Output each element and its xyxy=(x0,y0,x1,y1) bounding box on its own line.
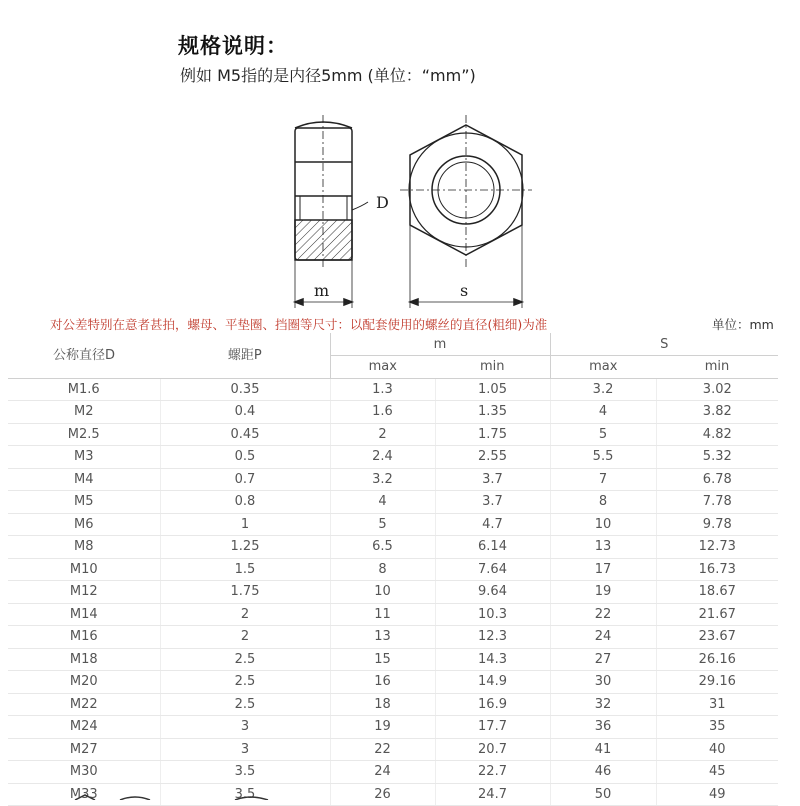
cell-pitch: 0.8 xyxy=(160,491,330,514)
page-title: 规格说明： xyxy=(178,34,288,58)
header-s: S xyxy=(550,333,778,356)
cell-nominal: M30 xyxy=(8,761,160,784)
table-row xyxy=(8,446,778,469)
cell-m-max: 15 xyxy=(330,648,435,671)
cell-s-min: 5.32 xyxy=(656,446,778,469)
front-view xyxy=(400,115,532,308)
cell-m-min: 24.7 xyxy=(435,783,550,806)
cell-m-max: 16 xyxy=(330,671,435,694)
table-row xyxy=(8,738,778,761)
cell-m-max: 19 xyxy=(330,716,435,739)
cell-m-min: 6.14 xyxy=(435,536,550,559)
cell-pitch: 1.5 xyxy=(160,558,330,581)
cell-m-min: 14.9 xyxy=(435,671,550,694)
cell-s-min: 45 xyxy=(656,761,778,784)
cell-m-max: 10 xyxy=(330,581,435,604)
cell-nominal: M14 xyxy=(8,603,160,626)
cell-m-min: 22.7 xyxy=(435,761,550,784)
cell-pitch: 1.25 xyxy=(160,536,330,559)
header-m-min: min xyxy=(435,356,550,379)
cell-m-max: 3.2 xyxy=(330,468,435,491)
cell-nominal: M33 xyxy=(8,783,160,806)
cell-pitch: 0.45 xyxy=(160,423,330,446)
page-subtitle: 例如 M5指的是内径5mm (单位：“mm”) xyxy=(180,66,476,85)
cell-m-min: 1.75 xyxy=(435,423,550,446)
cell-pitch: 2 xyxy=(160,626,330,649)
cell-m-max: 11 xyxy=(330,603,435,626)
cell-s-min: 40 xyxy=(656,738,778,761)
cell-s-min: 26.16 xyxy=(656,648,778,671)
cell-m-max: 2.4 xyxy=(330,446,435,469)
table-row xyxy=(8,716,778,739)
cell-s-max: 17 xyxy=(550,558,656,581)
cell-s-max: 27 xyxy=(550,648,656,671)
cell-s-min: 3.02 xyxy=(656,378,778,401)
cell-nominal: M6 xyxy=(8,513,160,536)
cell-m-min: 1.05 xyxy=(435,378,550,401)
cell-m-max: 1.6 xyxy=(330,401,435,424)
cell-m-min: 12.3 xyxy=(435,626,550,649)
cell-s-max: 8 xyxy=(550,491,656,514)
table-row xyxy=(8,378,778,401)
cell-m-min: 3.7 xyxy=(435,468,550,491)
cell-m-max: 5 xyxy=(330,513,435,536)
table-row xyxy=(8,401,778,424)
cell-pitch: 3 xyxy=(160,738,330,761)
cell-s-max: 22 xyxy=(550,603,656,626)
hex-nut-drawing xyxy=(260,110,550,310)
cell-m-max: 8 xyxy=(330,558,435,581)
cell-nominal: M24 xyxy=(8,716,160,739)
cell-pitch: 0.7 xyxy=(160,468,330,491)
cell-nominal: M22 xyxy=(8,693,160,716)
cell-s-min: 21.67 xyxy=(656,603,778,626)
cell-s-min: 49 xyxy=(656,783,778,806)
cell-s-max: 7 xyxy=(550,468,656,491)
cell-s-max: 46 xyxy=(550,761,656,784)
cell-pitch: 2.5 xyxy=(160,648,330,671)
cell-s-max: 36 xyxy=(550,716,656,739)
header-s-max: max xyxy=(550,356,656,379)
cell-s-min: 12.73 xyxy=(656,536,778,559)
cell-pitch: 0.4 xyxy=(160,401,330,424)
cell-s-max: 10 xyxy=(550,513,656,536)
cell-m-min: 9.64 xyxy=(435,581,550,604)
cell-s-min: 23.67 xyxy=(656,626,778,649)
label-m: m xyxy=(314,281,330,300)
label-s: s xyxy=(460,281,469,300)
cell-m-min: 2.55 xyxy=(435,446,550,469)
cell-s-max: 24 xyxy=(550,626,656,649)
cell-nominal: M5 xyxy=(8,491,160,514)
cell-s-max: 32 xyxy=(550,693,656,716)
table-row xyxy=(8,468,778,491)
cell-s-min: 3.82 xyxy=(656,401,778,424)
cell-s-max: 5 xyxy=(550,423,656,446)
cell-s-max: 4 xyxy=(550,401,656,424)
cell-nominal: M16 xyxy=(8,626,160,649)
table-row xyxy=(8,423,778,446)
cell-s-min: 6.78 xyxy=(656,468,778,491)
cell-m-min: 14.3 xyxy=(435,648,550,671)
cell-nominal: M2 xyxy=(8,401,160,424)
unit-label: 单位：mm xyxy=(712,317,774,332)
table-row xyxy=(8,626,778,649)
cell-pitch: 0.35 xyxy=(160,378,330,401)
table-row xyxy=(8,761,778,784)
table-row xyxy=(8,491,778,514)
cell-m-min: 20.7 xyxy=(435,738,550,761)
cell-nominal: M8 xyxy=(8,536,160,559)
cell-m-max: 4 xyxy=(330,491,435,514)
table-row xyxy=(8,513,778,536)
cell-nominal: M10 xyxy=(8,558,160,581)
cell-nominal: M18 xyxy=(8,648,160,671)
side-view xyxy=(295,115,368,308)
cell-pitch: 3.5 xyxy=(160,761,330,784)
table-row xyxy=(8,648,778,671)
cell-pitch: 3.5 xyxy=(160,783,330,806)
cell-m-min: 1.35 xyxy=(435,401,550,424)
header-nominal: 公称直径D xyxy=(8,333,160,378)
cell-pitch: 3 xyxy=(160,716,330,739)
cell-pitch: 0.5 xyxy=(160,446,330,469)
cell-s-max: 3.2 xyxy=(550,378,656,401)
table-row xyxy=(8,581,778,604)
spec-table-body xyxy=(8,378,778,806)
label-d: D xyxy=(376,193,389,212)
cell-s-min: 9.78 xyxy=(656,513,778,536)
cell-s-min: 35 xyxy=(656,716,778,739)
cell-s-min: 31 xyxy=(656,693,778,716)
table-row xyxy=(8,558,778,581)
header-pitch: 螺距P xyxy=(160,333,330,378)
cell-m-max: 18 xyxy=(330,693,435,716)
cell-nominal: M2.5 xyxy=(8,423,160,446)
cell-s-min: 16.73 xyxy=(656,558,778,581)
cell-m-max: 26 xyxy=(330,783,435,806)
cell-nominal: M1.6 xyxy=(8,378,160,401)
cell-s-max: 50 xyxy=(550,783,656,806)
cell-pitch: 1 xyxy=(160,513,330,536)
cell-m-max: 13 xyxy=(330,626,435,649)
cell-m-max: 22 xyxy=(330,738,435,761)
header-m: m xyxy=(330,333,550,356)
cell-m-min: 10.3 xyxy=(435,603,550,626)
table-row xyxy=(8,603,778,626)
cell-s-max: 13 xyxy=(550,536,656,559)
cell-m-min: 4.7 xyxy=(435,513,550,536)
cell-m-max: 6.5 xyxy=(330,536,435,559)
header-m-max: max xyxy=(330,356,435,379)
cell-pitch: 2 xyxy=(160,603,330,626)
cell-nominal: M3 xyxy=(8,446,160,469)
cell-m-max: 2 xyxy=(330,423,435,446)
cell-nominal: M20 xyxy=(8,671,160,694)
cell-nominal: M12 xyxy=(8,581,160,604)
cell-s-min: 7.78 xyxy=(656,491,778,514)
cell-s-max: 30 xyxy=(550,671,656,694)
spec-table xyxy=(8,333,778,806)
cell-m-max: 24 xyxy=(330,761,435,784)
cell-m-min: 3.7 xyxy=(435,491,550,514)
cell-s-max: 41 xyxy=(550,738,656,761)
table-row xyxy=(8,536,778,559)
header-s-min: min xyxy=(656,356,778,379)
cell-pitch: 2.5 xyxy=(160,693,330,716)
cell-s-max: 19 xyxy=(550,581,656,604)
cell-m-min: 7.64 xyxy=(435,558,550,581)
tolerance-note: 对公差特别在意者甚拍，螺母、平垫圈、挡圈等尺寸：以配套使用的螺丝的直径(粗细)为准 xyxy=(50,317,548,332)
cell-s-min: 18.67 xyxy=(656,581,778,604)
cell-m-min: 17.7 xyxy=(435,716,550,739)
cell-nominal: M27 xyxy=(8,738,160,761)
cell-pitch: 2.5 xyxy=(160,671,330,694)
cell-s-max: 5.5 xyxy=(550,446,656,469)
cut-off-content xyxy=(0,792,800,800)
cell-m-max: 1.3 xyxy=(330,378,435,401)
table-row xyxy=(8,671,778,694)
cell-m-min: 16.9 xyxy=(435,693,550,716)
cell-nominal: M4 xyxy=(8,468,160,491)
cell-s-min: 29.16 xyxy=(656,671,778,694)
table-row xyxy=(8,693,778,716)
cell-pitch: 1.75 xyxy=(160,581,330,604)
cell-s-min: 4.82 xyxy=(656,423,778,446)
